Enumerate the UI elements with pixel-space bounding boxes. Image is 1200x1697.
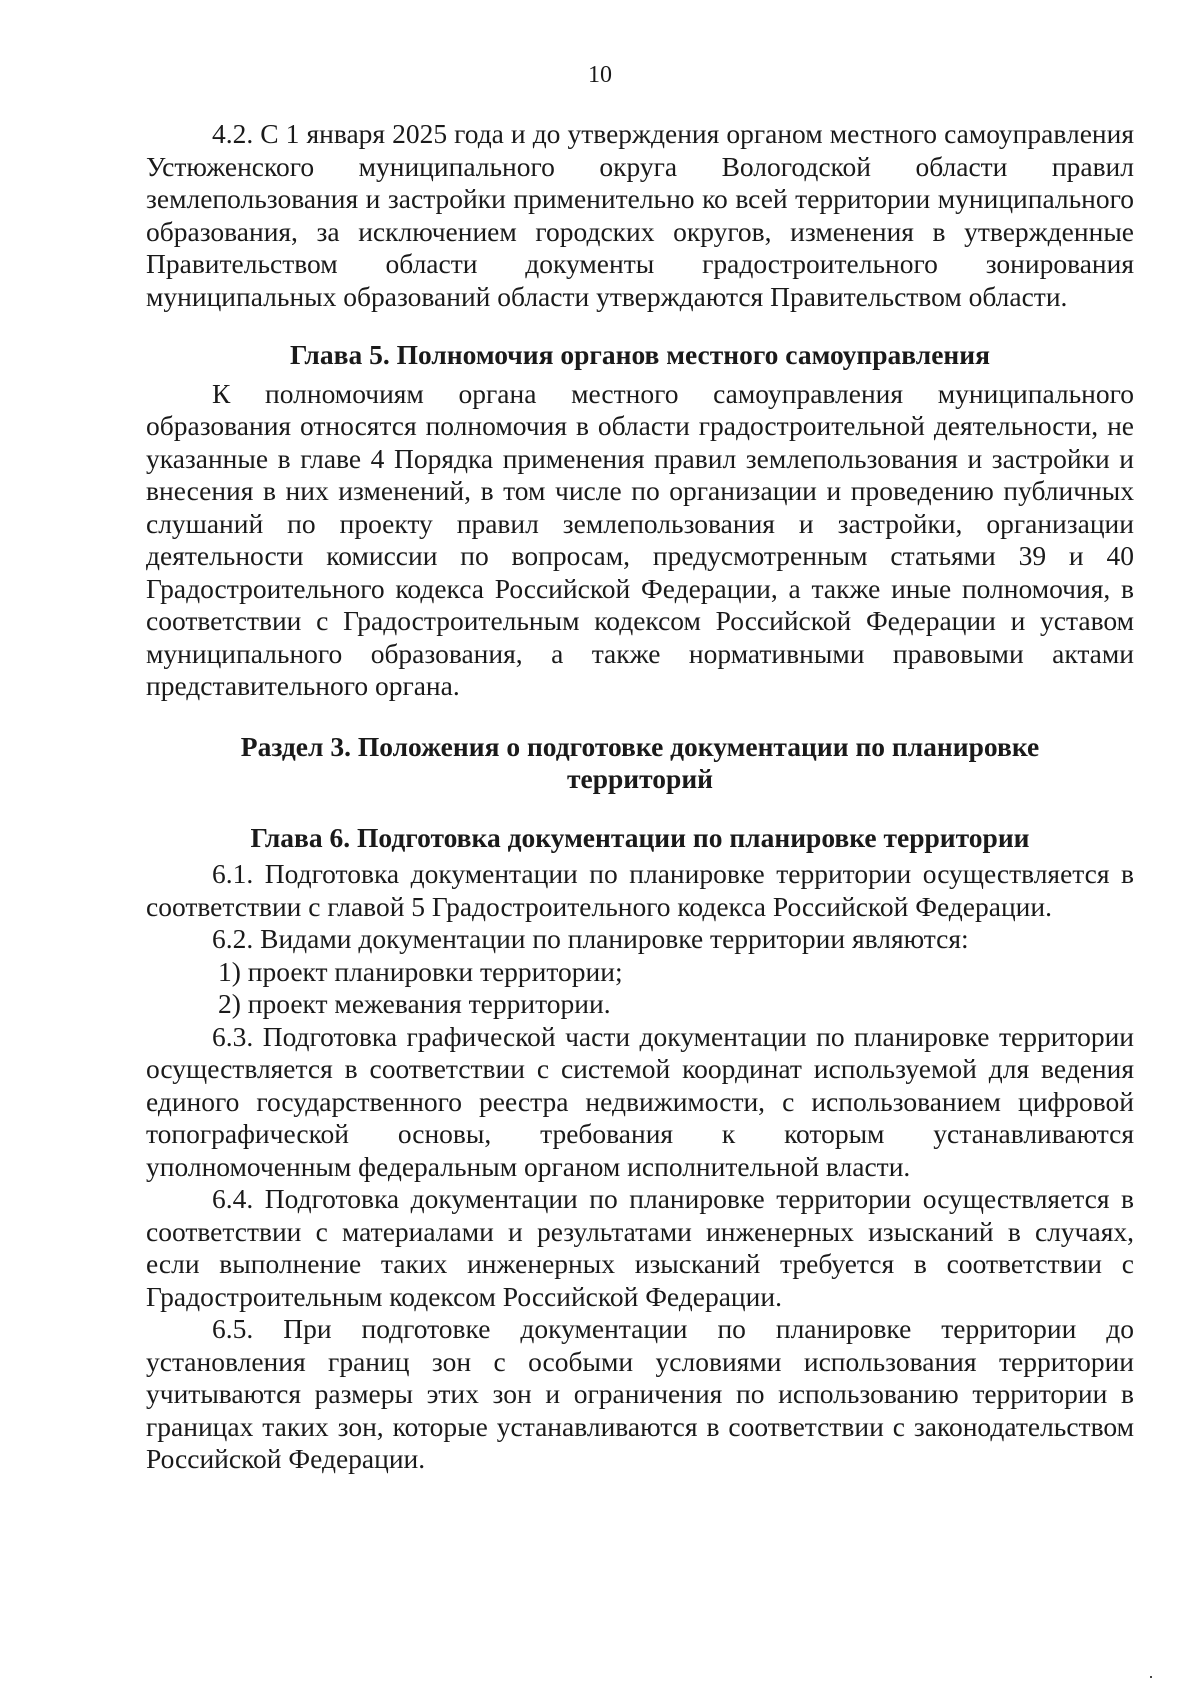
paragraph-6-1: 6.1. Подготовка документации по планировке территории осуществляется в соответствии с главой 5 Градостроительного кодекса Российской Федерации. <box>146 858 1134 922</box>
section-3-heading-line-2: территорий <box>566 763 714 794</box>
paragraph-6-2: 6.2. Видами документации по планировке территории являются: <box>212 923 969 954</box>
chapter-6-heading: Глава 6. Подготовка документации по планировке территории <box>250 821 1030 853</box>
list-item: 2) проект межевания территории. <box>218 988 611 1019</box>
document-body <box>146 118 1134 1476</box>
chapter-5-heading: Глава 5. Полномочия органов местного самоуправления <box>290 339 990 370</box>
paragraph-6-5: 6.5. При подготовке документации по планировке территории до установления границ зон с особыми условиями использования территории учитываются размеры этих зон и ограничения по использованию территории в границах таких зон, которые устанавливаются в соответствии с законодательством Российской Федерации. <box>146 1313 1134 1474</box>
scan-speck <box>1150 1676 1152 1678</box>
paragraph-6-3: 6.3. Подготовка графической части документации по планировке территории осуществляется в соответствии с системой координат используемой для ведения единого государственного реестра недвижимости, с использованием цифровой топографической основы, требования к которым устанавливаются уполномоченным федеральным органом исполнительной власти. <box>146 1020 1134 1182</box>
page-number: 10 <box>588 62 612 88</box>
chapter-5-paragraph: К полномочиям органа местного самоуправления муниципального образования относятся полномочия в области градостроительной деятельности, не указанные в главе 4 Порядка применения правил землепользования и застройки и внесения в них изменений, в том числе по организации и проведению публичных слушаний по проекту правил землепользования и застройки, организации деятельности комиссии по вопросам, предусмотренным статьями 39 и 40 Градостроительного кодекса Российской Федерации, а также иные полномочия, в соответствии с Градостроительным кодексом Российской Федерации и уставом муниципального образования, а также нормативными правовыми актами представительного органа. <box>146 377 1134 701</box>
list-item: 1) проект планировки территории; <box>218 955 623 987</box>
paragraph-6-4: 6.4. Подготовка документации по планировке территории осуществляется в соответствии с материалами и результатами инженерных изысканий в случаях, если выполнение таких инженерных изысканий требуется в соответствии с Градостроительным кодексом Российской Федерации. <box>146 1183 1134 1312</box>
paragraph-4-2: 4.2. С 1 января 2025 года и до утверждения органом местного самоуправления Устюженского муниципального округа Вологодской области правил землепользования и застройки применительно ко всей территории муниципального образования, за исключением городских округов, изменения в утвержденные Правительством области документы градостроительного зонирования муниципальных образований области утверждаются Правительством области. <box>146 118 1134 312</box>
section-3-heading <box>146 731 1134 796</box>
section-3-heading-line-1: Раздел 3. Положения о подготовке документации по планировке <box>240 730 1040 762</box>
